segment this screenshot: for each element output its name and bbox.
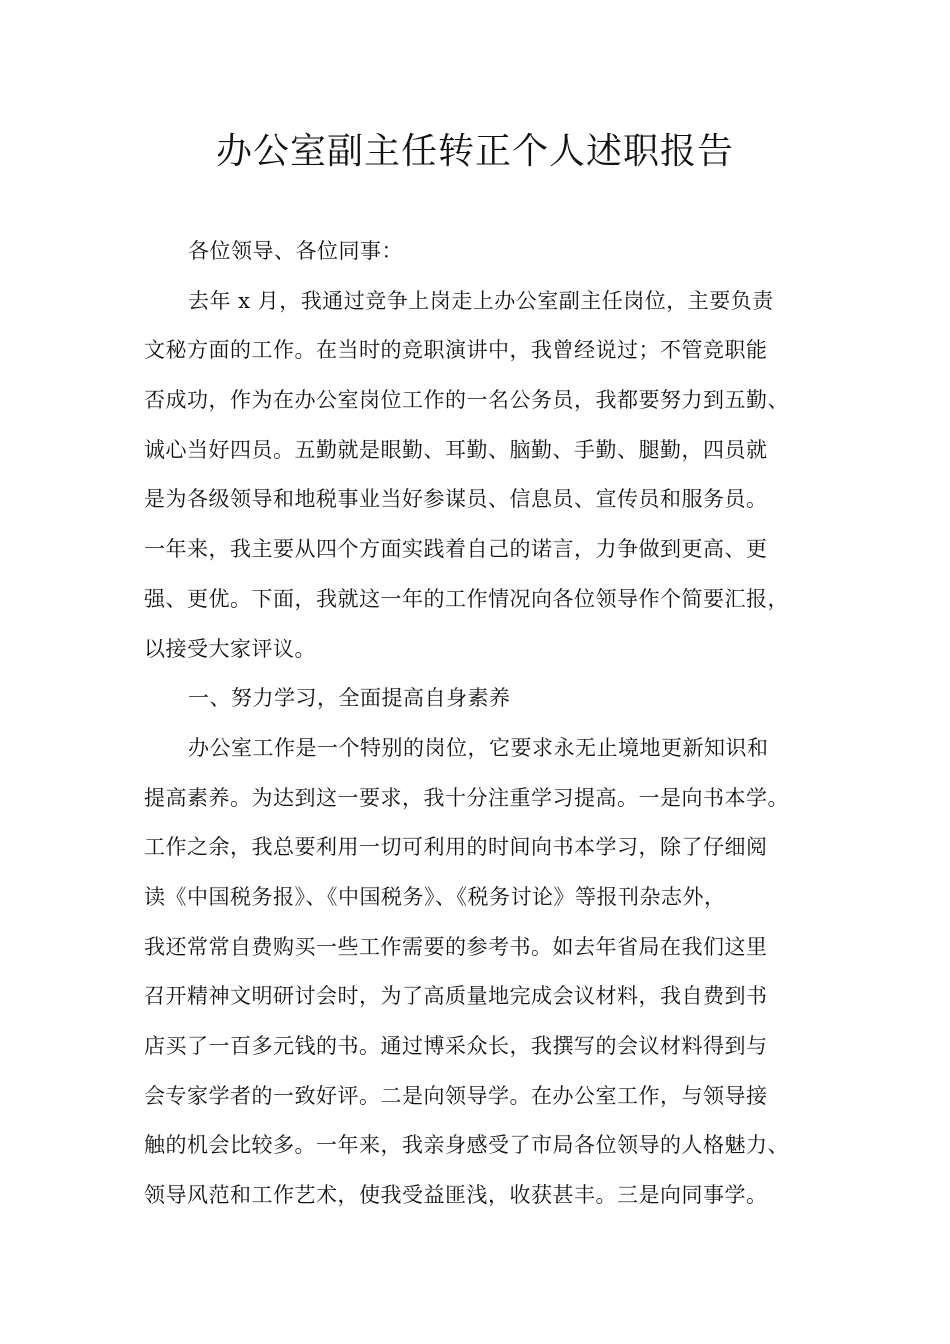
paragraph-line: 以接受大家评议。 (144, 636, 316, 661)
paragraph-line: 领导风范和工作艺术，使我受益匪浅，收获甚丰。三是向同事学。 (144, 1183, 768, 1208)
paragraph-line: 诚心当好四员。五勤就是眼勤、耳勤、脑勤、手勤、腿勤，四员就 (144, 437, 768, 462)
paragraph-line: 召开精神文明研讨会时，为了高质量地完成会议材料，我自费到书 (144, 984, 768, 1009)
paragraph-line: 去年 x 月，我通过竞争上岗走上办公室副主任岗位，主要负责 (188, 288, 774, 313)
document-body (144, 231, 834, 1225)
paragraph-line: 否成功，作为在办公室岗位工作的一名公务员，我都要努力到五勤、 (144, 388, 789, 413)
greeting-line: 各位领导、各位同事： (188, 239, 403, 263)
section-heading: 一、努力学习，全面提高自身素养 (188, 686, 511, 711)
paragraph-line: 会专家学者的一致好评。二是向领导学。在办公室工作，与领导接 (144, 1083, 768, 1108)
paragraph-line: 强、更优。下面，我就这一年的工作情况向各位领导作个简要汇报， (144, 586, 789, 611)
paragraph-line: 工作之余，我总要利用一切可利用的时间向书本学习，除了仔细阅 (144, 835, 768, 860)
paragraph-line: 提高素养。为达到这一要求，我十分注重学习提高。一是向书本学。 (144, 785, 789, 810)
paragraph-line: 文秘方面的工作。在当时的竞职演讲中，我曾经说过；不管竞职能 (144, 338, 768, 363)
document-title: 办公室副主任转正个人述职报告 (215, 131, 734, 172)
paragraph-line: 触的机会比较多。一年来，我亲身感受了市局各位领导的人格魅力、 (144, 1133, 789, 1158)
paragraph-line: 一年来，我主要从四个方面实践着自己的诺言，力争做到更高、更 (144, 537, 768, 562)
paragraph-line: 读《中国税务报》、《中国税务》、《税务讨论》等报刊杂志外， (144, 884, 726, 909)
paragraph-line: 是为各级领导和地税事业当好参谋员、信息员、宣传员和服务员。 (144, 487, 768, 512)
paragraph-line: 办公室工作是一个特别的岗位，它要求永无止境地更新知识和 (188, 735, 769, 760)
paragraph-line: 店买了一百多元钱的书。通过博采众长，我撰写的会议材料得到与 (144, 1034, 768, 1058)
paragraph-line: 我还常常自费购买一些工作需要的参考书。如去年省局在我们这里 (144, 934, 768, 959)
